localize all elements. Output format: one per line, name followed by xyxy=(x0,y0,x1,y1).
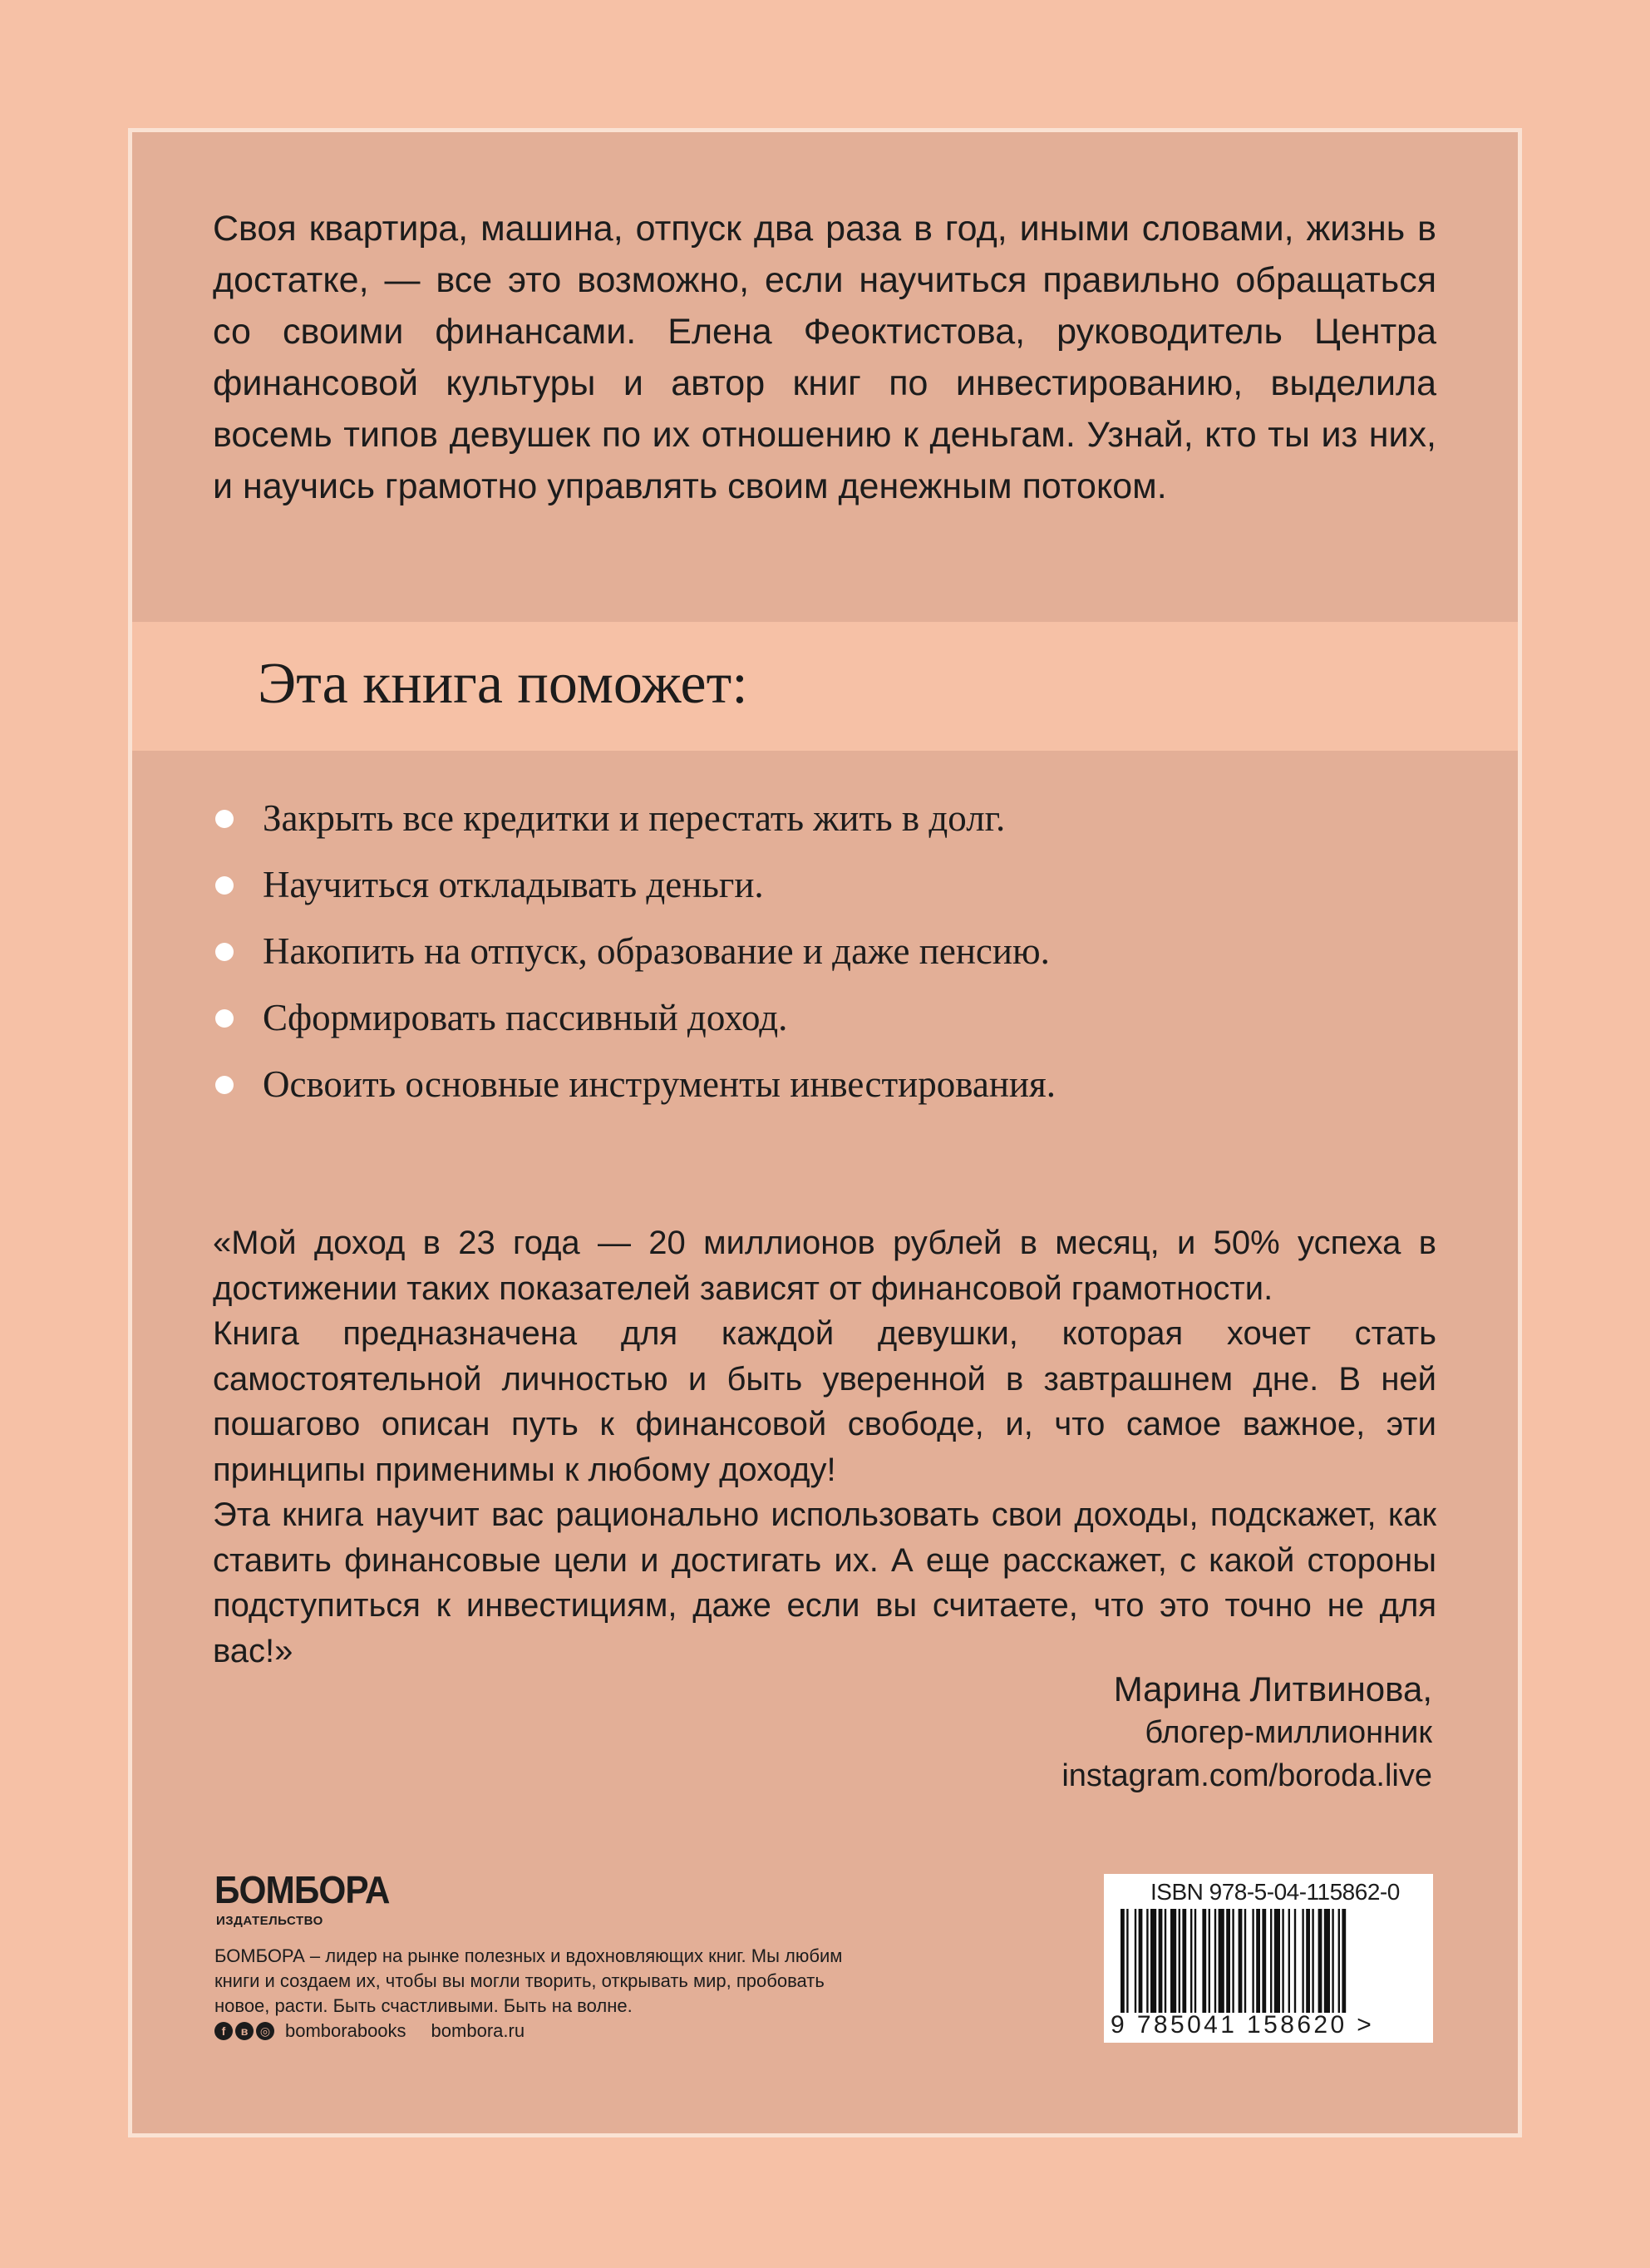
barcode-bar xyxy=(1232,1909,1234,2013)
publisher-logo: БОМБОРА xyxy=(214,1868,390,1911)
bullet-dot-icon xyxy=(215,876,234,895)
barcode-bar xyxy=(1165,1909,1166,2013)
barcode-bar xyxy=(1194,1909,1196,2013)
barcode-bar xyxy=(1306,1909,1310,2013)
barcode-bar xyxy=(1182,1909,1186,2013)
barcode-bar xyxy=(1312,1909,1313,2013)
barcode-bar xyxy=(1190,1909,1192,2013)
barcode-bar xyxy=(1226,1909,1230,2013)
quote-paragraph: «Мой доход в 23 года — 20 миллионов рублей в месяц, и 50% успеха в достижении таких показателей зависят от финансовой грамотности. xyxy=(213,1225,1436,1307)
publisher-blurb: БОМБОРА – лидер на рынке полезных и вдохновляющих книг. Мы любим книги и создаем их, чтобы вы могли творить, открывать мир, пробовать новое, расти. Быть счастливыми. Быть на волне. xyxy=(214,1945,843,2016)
barcode-bar xyxy=(1342,1909,1346,2013)
bullet-dot-icon xyxy=(215,810,234,828)
testimonial-quote xyxy=(213,1220,1436,1674)
author-link[interactable]: instagram.com/boroda.live xyxy=(1061,1758,1432,1793)
bullet-dot-icon xyxy=(215,1076,234,1094)
barcode-bar xyxy=(1302,1909,1303,2013)
barcode-bar xyxy=(1270,1909,1272,2013)
band-title: Эта книга поможет: xyxy=(258,652,748,716)
publisher-social xyxy=(214,2020,525,2042)
facebook-icon[interactable]: f xyxy=(214,2022,233,2040)
vk-icon[interactable]: в xyxy=(235,2022,254,2040)
barcode xyxy=(1104,1874,1433,2043)
barcode-bar xyxy=(1209,1909,1210,2013)
barcode-bars xyxy=(1121,1909,1420,2013)
social-account[interactable]: bomborabooks xyxy=(285,2020,406,2041)
barcode-bar xyxy=(1139,1909,1143,2013)
barcode-bar xyxy=(1179,1909,1180,2013)
barcode-bar xyxy=(1202,1909,1206,2013)
barcode-bar xyxy=(1332,1909,1333,2013)
barcode-bar xyxy=(1282,1909,1283,2013)
intro-paragraph: Своя квартира, машина, отпуск два раза в год, иными словами, жизнь в достатке, — все это возможно, если научиться правильно обращаться со своими финансами. Елена Феоктистова, руководитель Центра финансовой культуры и автор книг по инвестированию, выделила восемь типов девушек по их отношению к деньгам. Узнай, кто ты из них, и научись грамотно управлять своим денежным потоком. xyxy=(213,209,1436,506)
quote-paragraph: Книга предназначена для каждой девушки, которая хочет стать самостоятельной личностью и быть уверенной в завтрашнем дне. В ней пошагово описан путь к финансовой свободе, и, что самое важное, эти принципы применимы к любому доходу! xyxy=(213,1315,1436,1488)
barcode-bar xyxy=(1256,1909,1260,2013)
barcode-bar xyxy=(1324,1909,1330,2013)
barcode-bar xyxy=(1150,1909,1156,2013)
instagram-icon[interactable]: ◎ xyxy=(256,2022,274,2040)
barcode-bar xyxy=(1121,1909,1125,2013)
barcode-bar xyxy=(1239,1909,1243,2013)
barcode-bar xyxy=(1146,1909,1148,2013)
quote-paragraph: Эта книга научит вас рационально использовать свои доходы, подскажет, как ставить финансовые цели и достигать их. А еще расскажет, с какой стороны подступиться к инвестициям, даже если вы считаете, что это точно не для вас!» xyxy=(213,1496,1436,1669)
barcode-bar xyxy=(1262,1909,1266,2013)
isbn-label: ISBN 978-5-04-115862-0 xyxy=(1150,1879,1400,1905)
barcode-bar xyxy=(1159,1909,1163,2013)
barcode-bar xyxy=(1318,1909,1322,2013)
author-role: блогер-миллионник xyxy=(1145,1715,1432,1750)
barcode-bar xyxy=(1135,1909,1136,2013)
bullet-dot-icon xyxy=(215,1009,234,1028)
barcode-bar xyxy=(1244,1909,1246,2013)
barcode-bar xyxy=(1219,1909,1224,2013)
bullet-dot-icon xyxy=(215,943,234,961)
barcode-bar xyxy=(1288,1909,1290,2013)
barcode-bar xyxy=(1170,1909,1176,2013)
publisher-logo-subtitle: ИЗДАТЕЛЬСТВО xyxy=(216,1914,323,1928)
publisher-website[interactable]: bombora.ru xyxy=(431,2020,525,2041)
barcode-digits: 9 785041 158620 > xyxy=(1111,2011,1375,2039)
barcode-bar xyxy=(1294,1909,1296,2013)
barcode-bar xyxy=(1214,1909,1216,2013)
barcode-bar xyxy=(1252,1909,1254,2013)
barcode-bar xyxy=(1274,1909,1280,2013)
quote-signature xyxy=(1061,1668,1432,1797)
barcode-bar xyxy=(1126,1909,1128,2013)
author-name: Марина Литвинова, xyxy=(1113,1669,1432,1708)
barcode-bar xyxy=(1338,1909,1340,2013)
